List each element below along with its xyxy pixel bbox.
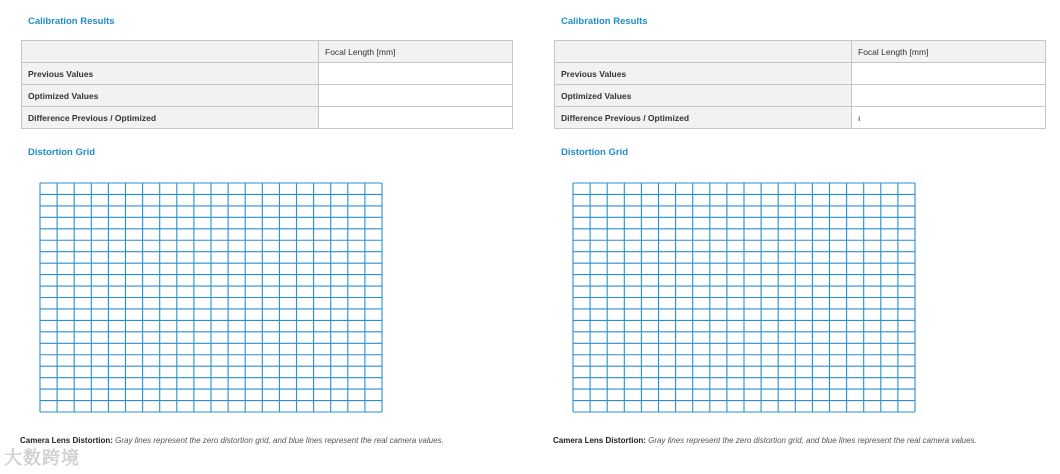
calibration-panel-left [0,0,520,474]
optimized-value-cell [319,85,513,107]
table-corner-cell [22,41,319,63]
caption-label: Camera Lens Distortion: [553,436,646,445]
table-row [22,85,514,107]
table-row [22,63,514,85]
previous-value-cell [319,63,513,85]
caption-label: Camera Lens Distortion: [20,436,113,445]
row-label-difference: Difference Previous / Optimized [22,107,319,129]
optimized-value-cell [852,85,1046,107]
distortion-grid [39,182,383,413]
calibration-panel-right [533,0,1053,474]
caption-text: Gray lines represent the zero distortion grid, and blue lines represent the real camera values. [648,436,977,445]
table-header-row [555,41,1047,63]
watermark-logo: 大数跨境 [4,448,80,468]
previous-value-cell [852,63,1046,85]
distortion-grid [572,182,916,413]
table-row [555,63,1047,85]
distortion-grid-title: Distortion Grid [561,147,629,158]
calibration-results-table [554,40,1046,129]
distortion-grid-title: Distortion Grid [28,147,96,158]
row-label-optimized: Optimized Values [555,85,852,107]
calibration-results-title: Calibration Results [28,16,115,27]
focal-length-header: Focal Length [mm] [319,41,513,63]
row-label-difference: Difference Previous / Optimized [555,107,852,129]
difference-value-cell: ı [852,107,1046,129]
row-label-previous: Previous Values [555,63,852,85]
distortion-caption [20,436,444,445]
difference-value-cell [319,107,513,129]
table-header-row [22,41,514,63]
distortion-caption [553,436,977,445]
row-label-optimized: Optimized Values [22,85,319,107]
table-row [555,85,1047,107]
focal-length-header: Focal Length [mm] [852,41,1046,63]
row-label-previous: Previous Values [22,63,319,85]
calibration-results-table [21,40,513,129]
table-corner-cell [555,41,852,63]
table-row [22,107,514,129]
calibration-results-title: Calibration Results [561,16,648,27]
table-row [555,107,1047,129]
caption-text: Gray lines represent the zero distortion grid, and blue lines represent the real camera values. [115,436,444,445]
